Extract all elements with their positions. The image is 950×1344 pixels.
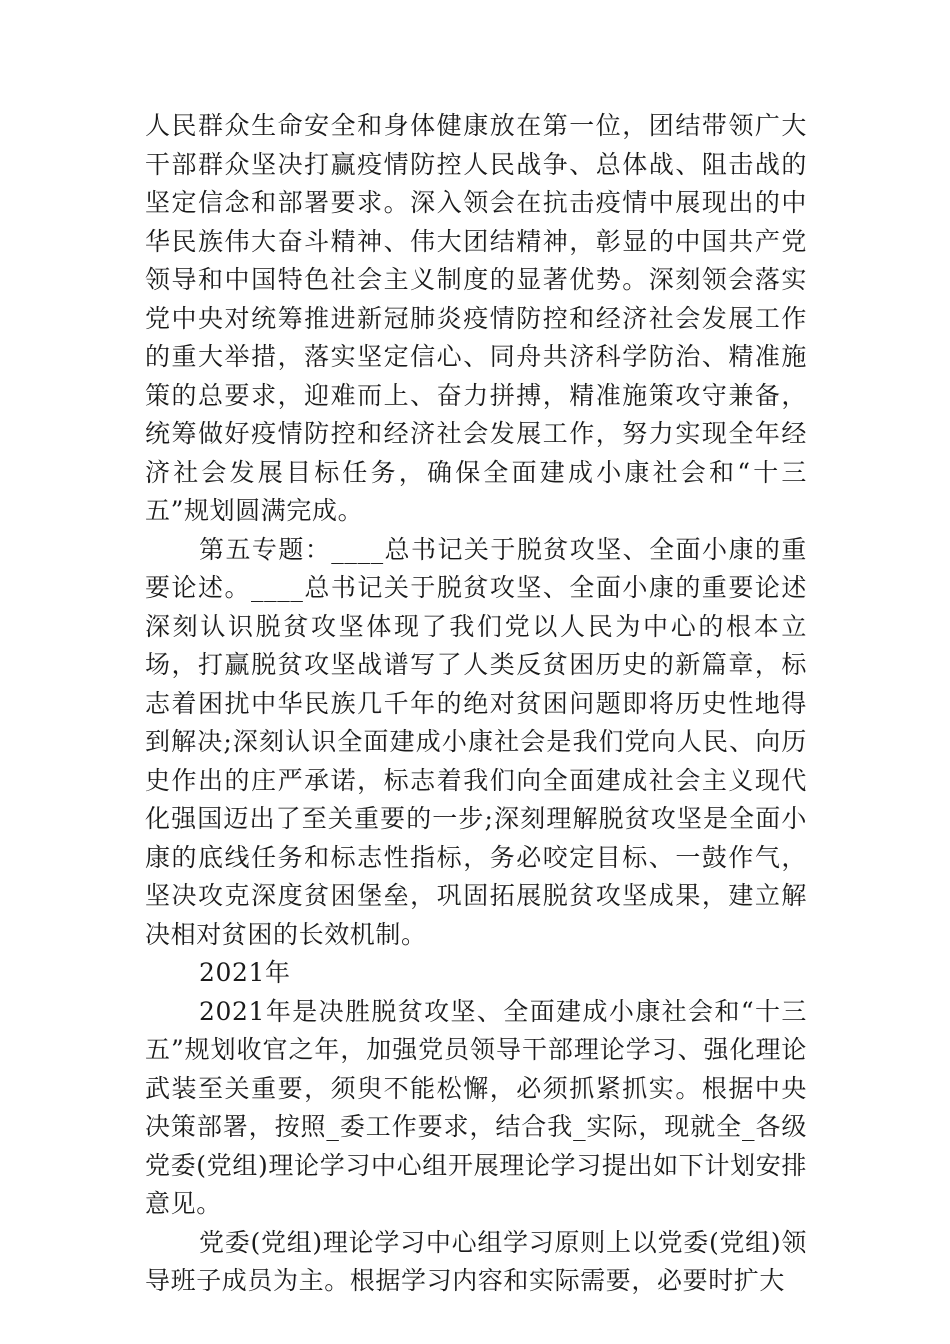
paragraph-principle: 党委(党组)理论学习中心组学习原则上以党委(党组)领导班子成员为主。根据学习内容和实际需要，必要时扩大 <box>145 1227 807 1295</box>
paragraph-topic-five: 第五专题：____总书记关于脱贫攻坚、全面小康的重要论述。____总书记关于脱贫攻坚、全面小康的重要论述深刻认识脱贫攻坚体现了我们党以人民为中心的根本立场，打赢脱贫攻坚战谱写了人类反贫困历史的新篇章，标志着困扰中华民族几千年的绝对贫困问题即将历史性地得到解决;深刻认识全面建成小康社会是我们党向人民、向历史作出的庄严承诺，标志着我们向全面建成社会主义现代化强国迈出了至关重要的一步;深刻理解脱贫攻坚是全面小康的底线任务和标志性指标，务必咬定目标、一鼓作气，坚决攻克深度贫困堡垒，巩固拓展脱贫攻坚成果，建立解决相对贫困的长效机制。 <box>145 534 807 949</box>
paragraph-intro: 2021年是决胜脱贫攻坚、全面建成小康社会和“十三五”规划收官之年，加强党员领导干部理论学习、强化理论武装至关重要，须臾不能松懈，必须抓紧抓实。根据中央决策部署，按照_委工作要求，结合我_实际，现就全_各级党委(党组)理论学习中心组开展理论学习提出如下计划安排意见。 <box>145 996 807 1218</box>
paragraph-year: 2021年 <box>199 958 291 987</box>
paragraph-continuation: 人民群众生命安全和身体健康放在第一位，团结带领广大干部群众坚决打赢疫情防控人民战争、总体战、阻击战的坚定信念和部署要求。深入领会在抗击疫情中展现出的中华民族伟大奋斗精神、伟大团结精神，彰显的中国共产党领导和中国特色社会主义制度的显著优势。深刻领会落实党中央对统筹推进新冠肺炎疫情防控和经济社会发展工作的重大举措，落实坚定信心、同舟共济科学防治、精准施策的总要求，迎难而上、奋力拼搏，精准施策攻守兼备，统筹做好疫情防控和经济社会发展工作，努力实现全年经济社会发展目标任务，确保全面建成小康社会和“十三五”规划圆满完成。 <box>145 111 807 525</box>
document-body <box>145 107 807 1301</box>
